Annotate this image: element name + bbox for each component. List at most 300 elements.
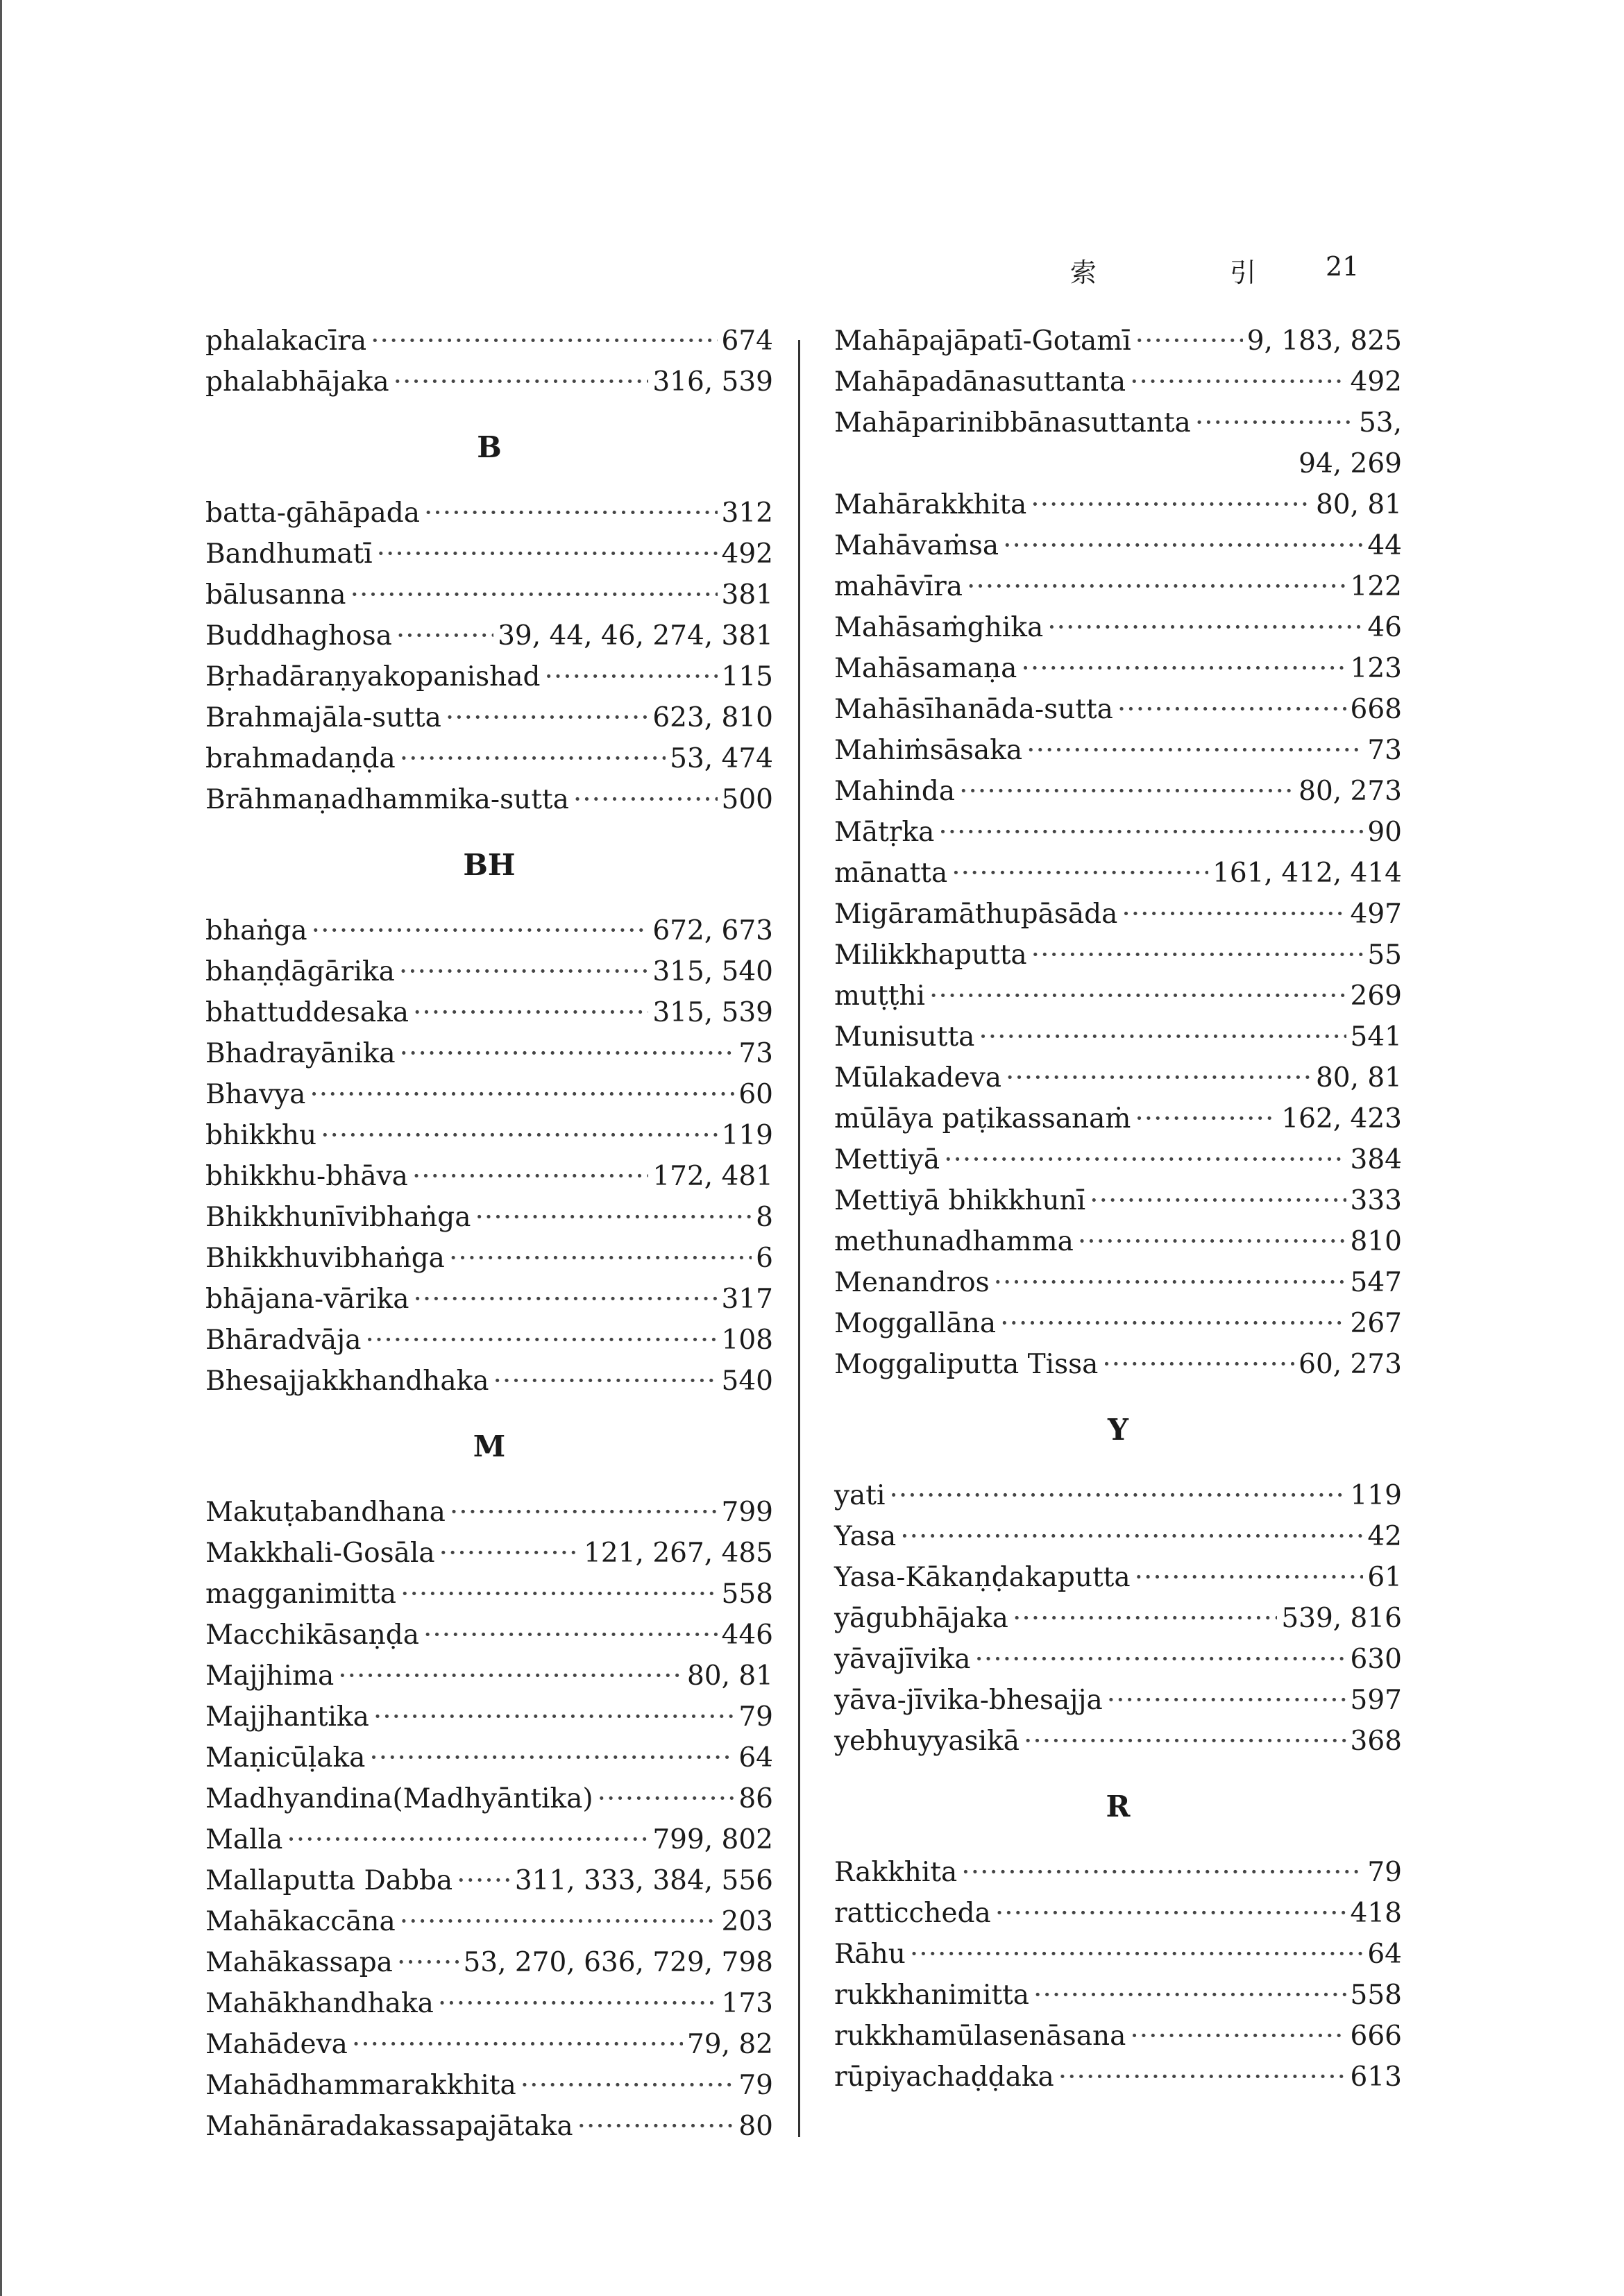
index-page-refs: 60	[738, 1079, 773, 1110]
index-term: magganimitta	[205, 1579, 397, 1610]
index-term: rūpiyachaḍḍaka	[834, 2061, 1054, 2093]
index-page-refs: 80, 81	[1315, 1062, 1402, 1094]
leader-dots	[457, 1860, 511, 1901]
index-page-refs: 161, 412, 414	[1212, 858, 1402, 889]
index-term: Majjhima	[205, 1660, 335, 1692]
page-header	[1020, 251, 1367, 300]
index-term: Rāhu	[834, 1939, 906, 1970]
index-entry	[205, 2024, 773, 2065]
index-entry	[834, 894, 1402, 935]
index-page-refs: 55	[1367, 939, 1402, 971]
index-term: Mahāpajāpatī-Gotamī	[834, 325, 1131, 357]
leader-dots	[951, 853, 1208, 894]
leader-dots	[1090, 1180, 1346, 1221]
header-index-kanji-1: 索	[1070, 257, 1097, 288]
leader-dots	[1058, 2057, 1346, 2098]
index-entry	[834, 525, 1402, 566]
index-entry	[205, 1361, 773, 1402]
index-term: Mahānāradakassapajātaka	[205, 2111, 573, 2142]
index-page-refs: 123	[1350, 653, 1402, 684]
index-page-refs: 79	[1367, 1857, 1402, 1888]
leader-dots	[350, 575, 718, 615]
index-page-refs: 311, 333, 384, 556	[514, 1865, 773, 1896]
index-entry	[834, 1262, 1402, 1303]
leader-dots	[1078, 1221, 1346, 1262]
leader-dots	[1013, 1598, 1277, 1639]
index-entry	[834, 1139, 1402, 1180]
index-entry	[205, 493, 773, 534]
index-term: Mettiyā bhikkhunī	[834, 1185, 1086, 1216]
index-entry	[205, 1778, 773, 1819]
leader-dots	[400, 1901, 718, 1942]
index-entry	[205, 1983, 773, 2024]
index-term: bhikkhu	[205, 1120, 317, 1151]
page-number: 21	[1326, 251, 1360, 282]
index-term: Maṇicūḷaka	[205, 1742, 366, 1774]
index-page-refs: 672, 673	[652, 915, 773, 946]
index-page-refs: 613	[1350, 2061, 1402, 2093]
index-term: methunadhamma	[834, 1226, 1074, 1257]
leader-dots	[439, 1533, 580, 1574]
index-page-refs: 446	[721, 1619, 773, 1651]
index-term: batta-gāhāpada	[205, 498, 421, 529]
index-page-refs: 269	[1350, 980, 1402, 1012]
index-page-refs: 368	[1350, 1726, 1402, 1757]
index-entry	[205, 951, 773, 992]
index-column-left	[205, 321, 773, 2147]
index-entry	[205, 1115, 773, 1156]
index-entry	[834, 1344, 1402, 1385]
index-term: muṭṭhi	[834, 980, 926, 1012]
index-page-refs: 80, 273	[1299, 776, 1402, 807]
index-entry	[834, 1475, 1402, 1516]
index-entry	[205, 2065, 773, 2106]
index-entry	[205, 910, 773, 951]
leader-dots	[1031, 935, 1364, 976]
index-entry	[834, 1303, 1402, 1344]
index-page-refs: 61	[1367, 1562, 1402, 1593]
leader-dots	[1122, 894, 1346, 935]
index-term: bhattuddesaka	[205, 997, 409, 1028]
index-term: Bandhumatī	[205, 538, 373, 570]
index-entry	[205, 1492, 773, 1533]
leader-dots	[399, 951, 648, 992]
index-entry	[205, 1656, 773, 1697]
index-page-refs: 540	[721, 1366, 773, 1397]
leader-dots	[1117, 689, 1346, 730]
index-entry	[834, 2057, 1402, 2098]
leader-dots	[1006, 1057, 1312, 1098]
index-entry	[834, 1639, 1402, 1680]
leader-dots	[400, 1574, 717, 1615]
leader-dots	[521, 2065, 735, 2106]
index-page-refs: 558	[721, 1579, 773, 1610]
index-entry	[205, 1320, 773, 1361]
index-term: bhaṅga	[205, 915, 307, 946]
index-entry	[205, 1942, 773, 1983]
leader-dots	[577, 2106, 735, 2147]
index-term: Mahāparinibbānasuttanta	[834, 407, 1191, 439]
leader-dots	[910, 1934, 1364, 1975]
index-page-refs: 42	[1367, 1521, 1402, 1552]
index-term: Bhadrayānika	[205, 1038, 396, 1069]
leader-dots	[929, 976, 1346, 1017]
leader-dots	[573, 779, 718, 820]
index-entry	[834, 1557, 1402, 1598]
index-entry	[205, 656, 773, 697]
section-heading: R	[1106, 1789, 1131, 1823]
index-entry	[205, 1574, 773, 1615]
index-entry	[205, 779, 773, 820]
index-term: Rakkhita	[834, 1857, 958, 1888]
index-entry	[834, 1721, 1402, 1762]
index-page-refs: 492	[721, 538, 773, 570]
index-page-refs: 500	[721, 784, 773, 815]
leader-dots	[438, 1983, 718, 2024]
index-term: mūlāya paṭikassanaṁ	[834, 1103, 1131, 1134]
index-term: rukkhanimitta	[834, 1980, 1030, 2011]
index-page-refs: 108	[721, 1325, 773, 1356]
index-page-refs: 162, 423	[1281, 1103, 1402, 1134]
leader-dots	[310, 1074, 734, 1115]
index-entry	[834, 484, 1402, 525]
index-entry	[834, 812, 1402, 853]
index-entry	[834, 1098, 1402, 1139]
leader-dots	[400, 1033, 735, 1074]
index-entry	[834, 689, 1402, 730]
index-term: rukkhamūlasenāsana	[834, 2021, 1126, 2052]
index-entry	[834, 1598, 1402, 1639]
leader-dots	[400, 738, 666, 779]
index-page-refs: 79	[738, 2070, 773, 2101]
index-page-refs: 73	[738, 1038, 773, 1069]
index-page-refs: 64	[738, 1742, 773, 1774]
index-page-refs: 666	[1350, 2021, 1402, 2052]
index-page-refs: 172, 481	[652, 1161, 773, 1192]
index-term: Mettiyā	[834, 1144, 940, 1175]
leader-dots	[1195, 402, 1355, 443]
index-page-refs: 333	[1350, 1185, 1402, 1216]
index-term: Mahākhandhaka	[205, 1988, 434, 2019]
index-page-refs: 119	[1350, 1480, 1402, 1511]
index-page-refs: 384	[1350, 1144, 1402, 1175]
section-heading: Y	[1108, 1413, 1128, 1447]
index-page-refs: 86	[738, 1783, 773, 1814]
index-term: Mallaputta Dabba	[205, 1865, 453, 1896]
index-page-refs: 203	[721, 1906, 773, 1937]
leader-dots	[396, 615, 493, 656]
index-term: yebhuyyasikā	[834, 1726, 1020, 1757]
index-page-refs: 547	[1350, 1267, 1402, 1298]
leader-dots	[414, 1279, 718, 1320]
index-entry	[205, 534, 773, 575]
index-term: Migāramāthupāsāda	[834, 899, 1118, 930]
leader-dots	[1135, 1098, 1277, 1139]
index-term: Mahāpadānasuttanta	[834, 366, 1126, 398]
index-page-refs: 492	[1350, 366, 1402, 398]
index-page-refs: 799	[721, 1497, 773, 1528]
leader-dots	[1031, 484, 1312, 525]
index-entry	[834, 1975, 1402, 2016]
leader-dots	[967, 566, 1346, 607]
leader-dots	[449, 1238, 752, 1279]
leader-dots	[371, 321, 717, 362]
index-page-refs: 315, 540	[652, 956, 773, 987]
index-page-refs: 539, 816	[1281, 1603, 1402, 1634]
index-entry	[205, 738, 773, 779]
index-page-refs: 60, 273	[1299, 1349, 1402, 1380]
leader-dots	[352, 2024, 683, 2065]
index-term: Yasa	[834, 1521, 897, 1552]
index-entry	[834, 2016, 1402, 2057]
index-term: Makuṭabandhana	[205, 1497, 446, 1528]
index-page-refs: 316, 539	[652, 366, 773, 398]
index-term: Buddhaghosa	[205, 620, 392, 652]
index-term: Mahāvaṁsa	[834, 530, 999, 561]
index-page-refs: 541	[1350, 1021, 1402, 1053]
index-entry	[205, 1033, 773, 1074]
index-term: Moggallāna	[834, 1308, 997, 1339]
leader-dots	[450, 1492, 718, 1533]
index-page-refs: 9, 183, 825	[1246, 325, 1402, 357]
leader-dots	[373, 1697, 734, 1737]
index-term: Malla	[205, 1824, 283, 1855]
leader-dots	[412, 1156, 648, 1197]
index-page-refs: 53, 474	[670, 743, 773, 774]
index-entry	[834, 1221, 1402, 1262]
leader-dots	[1000, 1303, 1346, 1344]
index-term: Milikkhaputta	[834, 939, 1027, 971]
index-term: Mahāsaṁghika	[834, 612, 1044, 643]
leader-dots	[994, 1262, 1346, 1303]
index-entry	[205, 1074, 773, 1115]
index-entry	[205, 1737, 773, 1778]
index-entry	[834, 1893, 1402, 1934]
leader-dots	[1135, 1557, 1364, 1598]
index-term: phalabhājaka	[205, 366, 389, 398]
leader-dots	[397, 1942, 459, 1983]
index-page-refs: 558	[1350, 1980, 1402, 2011]
leader-dots	[366, 1320, 718, 1361]
index-term: Mūlakadeva	[834, 1062, 1001, 1094]
leader-dots	[889, 1475, 1346, 1516]
index-entry	[205, 321, 773, 362]
index-term: bhikkhu-bhāva	[205, 1161, 408, 1192]
index-page-refs: 173	[721, 1988, 773, 2019]
index-entry	[834, 1017, 1402, 1057]
index-term: Mahādeva	[205, 2029, 348, 2060]
index-term: Mahāsīhanāda-sutta	[834, 694, 1113, 725]
index-term: Bhesajjakkhandhaka	[205, 1366, 489, 1397]
index-term: Brahmajāla-sutta	[205, 702, 441, 733]
section-heading: M	[473, 1429, 506, 1463]
leader-dots	[394, 362, 649, 402]
index-page-refs: 315, 539	[652, 997, 773, 1028]
index-term: Mātṛka	[834, 817, 935, 848]
index-page-refs: 597	[1350, 1685, 1402, 1716]
index-page-refs: 317	[721, 1284, 773, 1315]
index-page-refs: 630	[1350, 1644, 1402, 1675]
index-term: yāva-jīvika-bhesajja	[834, 1685, 1103, 1716]
index-term: Mahākaccāna	[205, 1906, 396, 1937]
leader-dots	[544, 656, 717, 697]
leader-dots	[423, 1615, 718, 1656]
index-entry	[834, 566, 1402, 607]
index-term: Mahārakkhita	[834, 489, 1027, 520]
leader-dots	[979, 1017, 1346, 1057]
index-page-refs: 668	[1350, 694, 1402, 725]
index-page-refs: 80	[738, 2111, 773, 2142]
index-term: Bhavya	[205, 1079, 306, 1110]
index-term: Bṛhadāraṇyakopanishad	[205, 661, 541, 692]
index-page-refs: 418	[1350, 1898, 1402, 1929]
leader-dots	[959, 771, 1294, 812]
index-entry	[205, 575, 773, 615]
index-entry	[205, 2106, 773, 2147]
index-page-refs: 810	[1350, 1226, 1402, 1257]
index-term: mānatta	[834, 858, 948, 889]
leader-dots	[975, 1639, 1346, 1680]
index-entry	[205, 1615, 773, 1656]
index-term: bālusanna	[205, 579, 346, 611]
index-entry	[834, 1852, 1402, 1893]
index-entry	[834, 321, 1402, 362]
index-term: phalakacīra	[205, 325, 367, 357]
index-term: Mahāsamaṇa	[834, 653, 1017, 684]
index-term: yāgubhājaka	[834, 1603, 1008, 1634]
index-page-refs: 53,	[1358, 407, 1402, 439]
leader-dots	[598, 1778, 735, 1819]
leader-dots	[1135, 321, 1243, 362]
index-term: yati	[834, 1480, 886, 1511]
index-entry	[834, 1057, 1402, 1098]
index-term: brahmadaṇḍa	[205, 743, 396, 774]
index-term: Mahākassapa	[205, 1947, 393, 1978]
section-heading: BH	[463, 848, 516, 882]
index-page-refs: 8	[756, 1202, 773, 1233]
leader-dots	[1130, 2016, 1346, 2057]
index-entry	[834, 1934, 1402, 1975]
index-page-refs: 267	[1350, 1308, 1402, 1339]
index-entry	[834, 853, 1402, 894]
index-term: Mahinda	[834, 776, 956, 807]
index-entry	[834, 1680, 1402, 1721]
leader-dots	[961, 1852, 1363, 1893]
index-page-refs: 90	[1367, 817, 1402, 848]
index-term: Moggaliputta Tissa	[834, 1349, 1099, 1380]
index-entry	[834, 730, 1402, 771]
index-entry	[205, 1238, 773, 1279]
index-term: Macchikāsaṇḍa	[205, 1619, 419, 1651]
index-page-refs: 79	[738, 1701, 773, 1733]
index-term: Majjhantika	[205, 1701, 369, 1733]
index-page-refs: 80, 81	[1315, 489, 1402, 520]
index-entry	[205, 1697, 773, 1737]
index-page-refs: 799, 802	[652, 1824, 773, 1855]
index-term: Mahādhammarakkhita	[205, 2070, 516, 2101]
index-entry	[205, 362, 773, 402]
index-page-refs: 121, 267, 485	[584, 1538, 773, 1569]
index-entry	[834, 771, 1402, 812]
index-term: Madhyandina(Madhyāntika)	[205, 1783, 593, 1814]
index-page-refs: 44	[1367, 530, 1402, 561]
leader-dots	[1107, 1680, 1346, 1721]
index-term: Munisutta	[834, 1021, 975, 1053]
leader-dots	[900, 1516, 1363, 1557]
leader-dots	[338, 1656, 683, 1697]
index-term: Yasa-Kākaṇḍakaputta	[834, 1562, 1131, 1593]
index-page-refs: 39, 44, 46, 274, 381	[498, 620, 773, 652]
index-entry	[834, 1516, 1402, 1557]
index-page-refs: 312	[721, 498, 773, 529]
leader-dots	[321, 1115, 717, 1156]
index-page-refs: 122	[1350, 571, 1402, 602]
index-term: Bhāradvāja	[205, 1325, 362, 1356]
index-entry	[834, 362, 1402, 402]
index-entry	[205, 1197, 773, 1238]
leader-dots	[287, 1819, 648, 1860]
index-page-refs: 64	[1367, 1939, 1402, 1970]
index-entry	[205, 1533, 773, 1574]
index-page-refs: 73	[1367, 735, 1402, 766]
index-term: Menandros	[834, 1267, 990, 1298]
index-term: Brāhmaṇadhammika-sutta	[205, 784, 569, 815]
index-page-refs: 623, 810	[652, 702, 773, 733]
leader-dots	[312, 910, 649, 951]
index-page-refs: 46	[1367, 612, 1402, 643]
leader-dots	[446, 697, 648, 738]
index-term: mahāvīra	[834, 571, 963, 602]
index-page-refs: 115	[721, 661, 773, 692]
index-page-refs: 80, 81	[686, 1660, 773, 1692]
index-entry	[834, 648, 1402, 689]
index-entry	[205, 1156, 773, 1197]
index-entry	[834, 935, 1402, 976]
index-page-refs: 6	[756, 1243, 773, 1274]
index-entry	[205, 697, 773, 738]
index-entry	[205, 1860, 773, 1901]
index-entry	[205, 1279, 773, 1320]
index-term: Mahiṁsāsaka	[834, 735, 1023, 766]
index-term: Bhikkhunīvibhaṅga	[205, 1202, 471, 1233]
index-page-refs: 79, 82	[686, 2029, 773, 2060]
leader-dots	[1047, 607, 1363, 648]
index-term: Bhikkhuvibhaṅga	[205, 1243, 445, 1274]
leader-dots	[1024, 1721, 1346, 1762]
leader-dots	[1021, 648, 1346, 689]
leader-dots	[1026, 730, 1363, 771]
leader-dots	[944, 1139, 1346, 1180]
header-index-kanji-2: 引	[1230, 257, 1257, 288]
index-entry	[205, 992, 773, 1033]
index-entry	[834, 976, 1402, 1017]
leader-dots	[1003, 525, 1363, 566]
section-heading: B	[477, 430, 502, 464]
index-term: yāvajīvika	[834, 1644, 971, 1675]
leader-dots	[493, 1361, 718, 1402]
index-page-refs: 674	[721, 325, 773, 357]
index-entry	[205, 615, 773, 656]
index-term: ratticcheda	[834, 1898, 991, 1929]
leader-dots	[1130, 362, 1346, 402]
index-term: Makkhali-Gosāla	[205, 1538, 435, 1569]
index-page-refs: 53, 270, 636, 729, 798	[463, 1947, 773, 1978]
leader-dots	[424, 493, 718, 534]
index-page-refs: 497	[1350, 899, 1402, 930]
index-column-right	[834, 321, 1402, 2098]
leader-dots	[369, 1737, 734, 1778]
leader-dots	[413, 992, 648, 1033]
